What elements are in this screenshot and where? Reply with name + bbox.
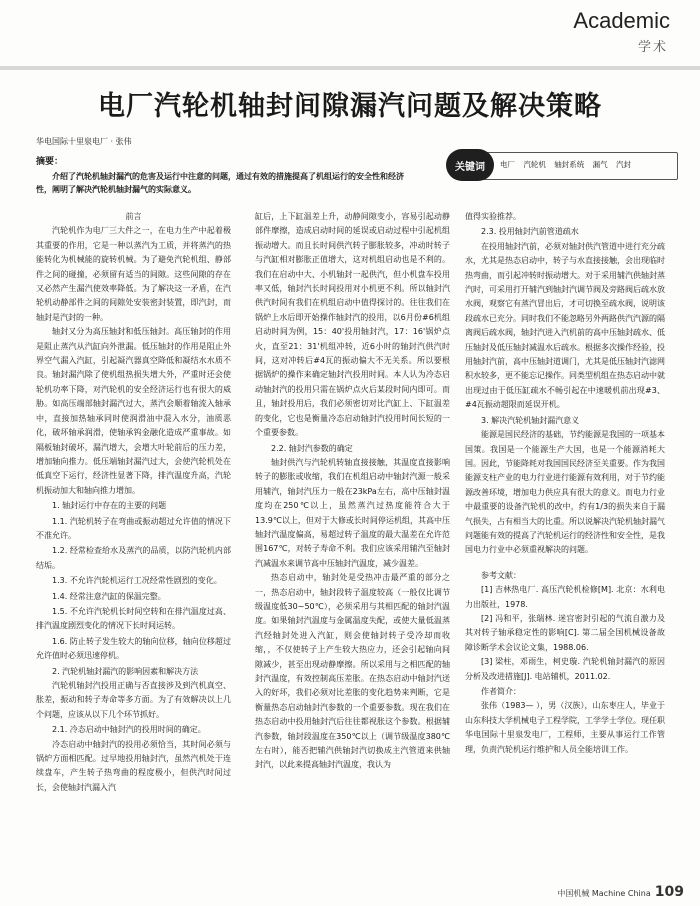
abstract-text: 介绍了汽轮机轴封漏汽的危害及运行中注意的问题，通过有效的措施提高了机组运行的安全性和经济性，阐明了解决汽轮机轴封漏气的实际意义。: [36, 172, 404, 194]
section-heading: 作者简介：: [481, 687, 521, 696]
section-heading: 2. 汽轮机轴封漏汽的影响因素和解决方法: [52, 666, 199, 676]
author-affiliation: 华电国际十里泉电厂 · 张伟: [36, 137, 132, 146]
paragraph: 值得实验推荐。: [465, 212, 521, 221]
section-heading: 1.6. 防止转子发生较大的轴向位移，轴向位移超过允许值时必须迅速停机。: [36, 636, 231, 661]
article-title: 电厂汽轮机轴封间隙漏汽问题及解决策略: [98, 91, 602, 122]
paragraph: [1] 吉林热电厂. 高压汽轮机检修[M]. 北京：水利电力出版社，1978.: [465, 585, 665, 609]
section-heading: 参考文献：: [481, 570, 521, 580]
section-heading: 1.5. 不允许汽轮机长时间空转和在排汽温度过高、排汽温度剧烈变化的情况下长时间运转。: [36, 606, 231, 631]
paragraph: [3] 梁柱，邓雨生，柯史璇. 汽轮机轴封漏汽的原因分析及改进措施[J]. 电站辅机，2011.02.: [465, 657, 665, 681]
section-heading: 2.1. 冷态启动中轴封汽的投用时间的确定。: [52, 725, 206, 735]
paragraph: 汽轮机轴封汽投用正确与否直接涉及到汽机真空、胀差，振动和转子寿命等多方面。为了有效解决以上几个问题，应该从以下几个环节抓好。: [36, 681, 231, 719]
section-heading: 1. 轴封运行中存在的主要的问题: [52, 501, 167, 511]
section-heading: 1.4. 经常注意汽缸的保温完整。: [52, 591, 166, 601]
section-title: 前言: [125, 212, 142, 221]
keywords-badge: 关键词: [446, 149, 494, 181]
body-column-1: [36, 210, 231, 795]
section-heading: 2.2. 轴封汽参数的确定: [271, 443, 353, 453]
abstract-label: 摘要：: [36, 157, 64, 167]
paragraph: 热态启动中，轴封处是受热冲击最严重的部分之一，热态启动中，轴封段转子温度较高（一般仅比调节级温度低30~50℃），必须采用与其相匹配的轴封汽温度。如果轴封汽温度与金属温度失配，或使大量低温蒸汽经轴封处进入汽缸，则会使轴封转子受冷却而收缩，，不仅使转子上产生较大热应力，还会引起轴向间隙减少，甚至出现动静摩擦。所以采用与之相匹配的轴封汽温度，有效控制高压差胀。在热态启动中轴封汽送入的好坏，我们必须对比差胀的变化趋势来判断，它是衡量热态启动轴封汽参数的一个重要参数。现在我们在热态启动中投用轴封汽后往往都视胀这个参数。根据辅汽参数，轴封段温度在350℃以上（调节级温度380℃左右时），能否把辅汽供轴封汽切换成主汽管道来供轴封汽，以此来提高轴封汽温度，我认为: [255, 573, 450, 770]
section-heading: 2.3. 投用轴封汽前管道疏水: [481, 227, 579, 237]
section-label-en: Academic: [573, 8, 670, 33]
paragraph: 缸后，上下缸温差上升，动静间隙变小，容易引起动静部件摩擦，造成启动时间的延误或启动过程中引起机组振动增大。而且长时间供汽转子膨胀较多，冲动时转子与汽缸相对膨胀正值增大，这对机组启动也是不利的。我们在启动中大、小机轴封一起供汽，但小机盘车投用率又低，轴封汽长时间投用对小机更不利。所以轴封汽供汽时间有我们在机组启动中值得探讨的。往往我们在锅炉上水后即开始操作轴封汽的投用，以6月份#6机组启动时间为例，15：40'投用轴封汽，17：16'锅炉点火，直至21：31'机组冲转，近6小时的轴封汽供汽时间，这对冲转后#4瓦的振动偏大不无关系。所以要根据锅炉的操作来确定轴封汽投用时间。本人认为冷态启动轴封汽的投用只需在锅炉点火后某段时间内即可。而且，轴封投用后，我们必须密切对比汽缸上、下缸温差的变化，它也是衡量冷态启动轴封汽投用时间长短的一个重要参数。: [255, 212, 450, 438]
body-column-3: [465, 210, 665, 757]
header-rule: [0, 66, 700, 70]
section-heading: 1.1. 汽轮机转子在弯曲或振动超过允许值的情况下不准允许。: [36, 516, 231, 540]
section-heading: 3. 解决汽轮机轴封漏汽意义: [481, 415, 580, 425]
journal-name: 中国机械 Machine China: [557, 889, 651, 898]
paragraph: 张伟（1983— ），男（汉族），山东枣庄人，毕业于山东科技大学机械电子工程学院，工学学士学位。现任职华电国际十里泉发电厂，工程师，主要从事运行工作管理，负责汽轮机运行维护和人员全能培训工作。: [465, 701, 665, 754]
page-number: 109: [654, 884, 684, 900]
paragraph: [465, 558, 665, 568]
paragraph: 轴封又分为高压轴封和低压轴封。高压轴封的作用是阻止蒸汽从汽缸向外泄漏。低压轴封的作用是阻止外界空气漏入汽缸，引起凝汽器真空降低和凝结水水质不良。轴封漏汽除了使机组热损失增大外，严重时还会使轮机功率下降，对汽轮机的安全经济运行也有很大的威胁。如高压端部轴封漏汽过大，蒸汽会顺着轴流入轴承中，直接加热轴承同时使润滑油中混入水分，油质恶化，破坏轴承润滑，使轴承钨金融化造成严重事故。如隔板轴封破坏，漏汽增大，会增大叶轮前后的压力差，增加轴向推力。低压端轴封漏汽过大，会使汽轮机处在低真空下运行，经济性显著下降，排汽温度升高，汽轮机振动加大和轴向推力增加。: [36, 327, 231, 495]
paragraph: 轴封供汽与汽轮机转轴直接接触，其温度直接影响转子的膨胀或收缩，我们在机组启动中轴封汽源一般采用辅汽，轴封汽压力一般在23kPa左右，高中压轴封温度均在250℃以上，虽然蒸汽过热度能符合大于13.9℃以上，但对于大修或长时间停运机组，其高中压轴封汽温度偏高，易超过转子温度的最大温差在允许范围167℃，对转子寿命不利。我们应该采用辅汽至轴封汽减温水来调节高中压轴封汽温度，减少温差。: [255, 457, 450, 568]
section-heading: 1.3. 不允许汽轮机运行工况经常性剧烈的变化。: [52, 576, 222, 586]
page-footer: [557, 884, 684, 900]
section-heading: 1.2. 经常检查给水及蒸汽的品质，以防汽轮机内部结垢。: [36, 546, 231, 570]
paragraph: 汽轮机作为电厂三大件之一，在电力生产中起着极其重要的作用，它是一种以蒸汽为工质，并将蒸汽的热能转化为机械能的旋转机械。为了避免汽轮机组、静部件之间的碰撞，必须留有适当的间隙。这些间隙的存在又必然产生漏汽使效率降低。为了解决这一矛盾，在汽轮机动静部件之间的间隙处安装密封装置，即汽封，而轴封是汽封的一种。: [36, 226, 231, 322]
body-column-2: [255, 210, 450, 773]
paragraph: [2] 冯和平，张瑞林. 迷宫密封引起的气流自激力及其对转子轴承稳定性的影响[C]. 第二届全国机械设备故障诊断学术会议论文集，1988.06.: [465, 613, 665, 652]
section-label-cn: 学术: [637, 40, 668, 55]
keywords-list: 电厂 汽轮机 轴封系统 漏气 汽封: [500, 160, 632, 169]
paragraph: 在投用轴封汽前，必须对轴封供汽管道中进行充分疏水，尤其是热态启动中，转子与水直接接触，会出现临时热弯曲，而引起冲转时振动增大。对于采用辅汽供轴封蒸汽时，可采用打开辅汽到轴封汽调节阀及旁路阀后疏水放水阀，观察它有蒸汽冒出后，才可切换至疏水阀，说明该段疏水已充分。同时我们不能忽略另外两路供汽汽源的隔离阀后疏水阀，轴封汽进入汽机前的高中压轴封疏水、低压轴封及低压轴封减温水后疏水。根据多次操作经验，投用轴封汽前，高中压轴封道调门，尤其是低压轴封汽滤网积水较多，更不能忘记操作。同类型机组在热态启动中就出现过由于低压缸疏水不畅引起在中速暖机前出现#3、#4瓦振动超限而延误开机。: [465, 241, 665, 410]
paragraph: 冷态启动中轴封汽的投用必须恰当，其时间必须与锅炉方面相匹配。过早地投用轴封汽，虽然汽机处于连续盘车，产生转子热弯曲的程度极小，但供汽时间过长，会使轴封汽漏入汽: [36, 739, 231, 792]
paragraph: 能源是国民经济的基础，节约能源是我国的一项基本国策。我国是一个能源生产大国，也是一个能源消耗大国。因此，节能降耗对我国国民经济至关重要。作为我国能源支柱产业的电力行业进行能源有效利用，对于节约能源改善环境，增加电力供应具有很大的意义。而电力行业中最重要的设备汽轮机的改中，约有1/3的损失来自于漏气损失，占有相当大的比重。所以说解决汽轮机轴封漏气问题能有效的提高了汽轮机运行的经济性和安全性，是我国电力行业中必须重视解决的问题。: [465, 430, 665, 555]
